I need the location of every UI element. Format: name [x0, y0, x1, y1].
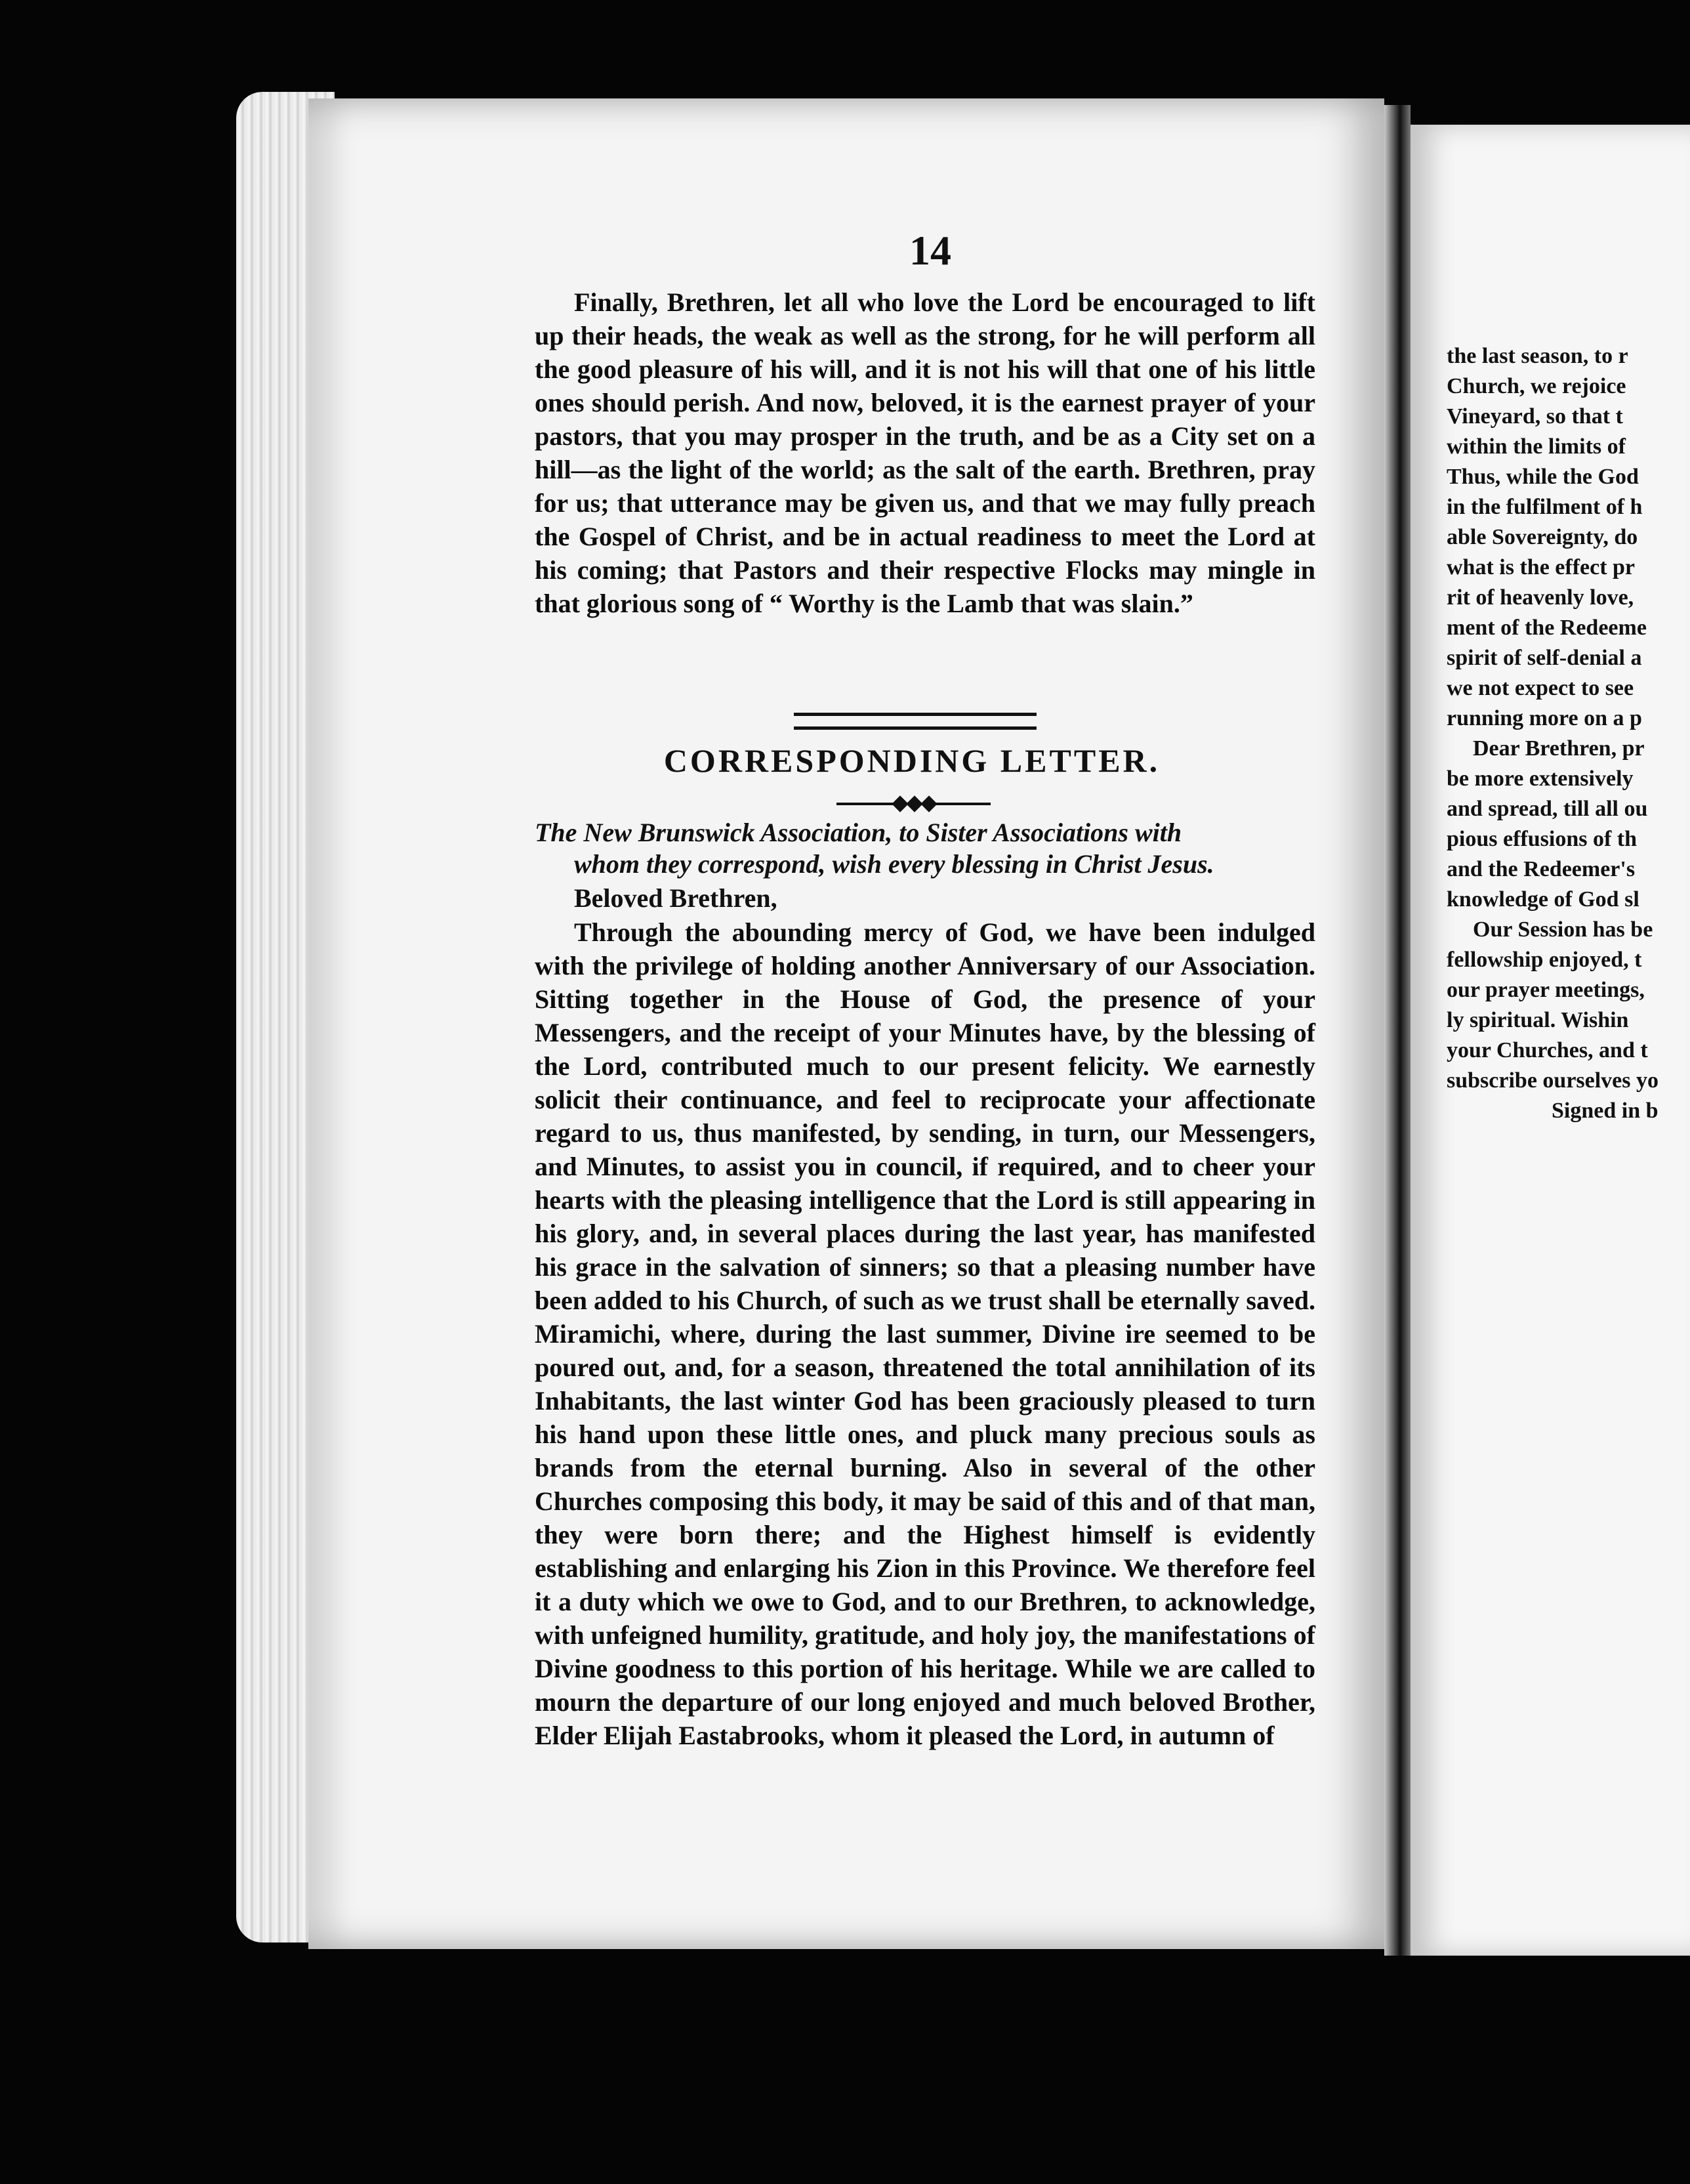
right-line: ly spiritual. Wishin	[1447, 1008, 1629, 1032]
right-line: what is the effect pr	[1447, 555, 1636, 579]
ornament-divider	[836, 794, 991, 814]
closing-paragraph: Finally, Brethren, let all who love the Lord be encouraged to lift up their heads, the weak as well as the strong, for he will perform all the good pleasure of his will, and it is not his will that one of his little ones should perish. And now, beloved, it is the earnest prayer of your pastors, that you may prosper in the truth, and be as a City set on a hill—as the light of the world; as the salt of the earth. Brethren, pray for us; that utterance may be given us, and that we may fully preach the Gospel of Christ, and be in actual readiness to meet the Lord at his coming; that Pastors and their respective Flocks may mingle in that glorious song of “ Worthy is the Lamb that was slain.”	[535, 287, 1315, 618]
right-line: we not expect to see	[1447, 676, 1634, 700]
right-line-signed: Signed in b	[1552, 1099, 1659, 1123]
book-gutter	[1384, 105, 1411, 1956]
right-line: pious effusions of th	[1447, 827, 1638, 851]
right-line: spirit of self-denial a	[1447, 646, 1642, 670]
right-line: Our Session has be	[1473, 917, 1653, 942]
right-line: Dear Brethren, pr	[1473, 736, 1645, 761]
right-line: running more on a p	[1447, 706, 1642, 730]
right-line: Vineyard, so that t	[1447, 404, 1623, 429]
salutation: Beloved Brethren,	[574, 883, 777, 913]
address-line-2: whom they correspond, wish every blessing in Christ Jesus.	[574, 849, 1214, 879]
section-heading: CORRESPONDING LETTER.	[663, 742, 1161, 779]
right-line: within the limits of	[1447, 434, 1626, 459]
right-line: be more extensively	[1447, 766, 1634, 791]
letter-body-paragraph: Through the abounding mercy of God, we have been indulged with the privilege of holding another Anniversary of our Association. Sitting together in the House of God, the presence of your Messengers, and the receipt of your Minutes have, by the blessing of the Lord, contributed much to our present felicity. We earnestly solicit their continuance, and feel to reciprocate your affectionate regard to us, thus manifested, by sending, in turn, our Messengers, and Minutes, to assist you in council, if required, and to cheer your hearts with the pleasing intelligence that the Lord is still appearing in his glory, and, in several places during the last year, has manifested his grace in the salvation of sinners; so that a pleasing number have been added to his Church, of such as we trust shall be eternally saved. Miramichi, where, during the last summer, Divine ire seemed to be poured out, and, for a season, threatened the total annihilation of its Inhabitants, the last winter God has been graciously pleased to turn his hand upon these little ones, and pluck many precious souls as brands from the eternal burning. Also in several of the other Churches composing this body, it may be said of this and of that man, they were born there; and the Highest himself is evidently establishing and enlarging his Zion in this Province. We therefore feel it a duty which we owe to God, and to our Brethren, to acknowledge, with unfeigned humility, gratitude, and holy joy, the manifestations of Divine goodness to this portion of his heritage. While we are called to mourn the departure of our long enjoyed and much beloved Brother, Elder Elijah Eastabrooks, whom it pleased the Lord, in autumn of	[535, 917, 1315, 1750]
page-number: 14	[909, 227, 951, 274]
right-line: fellowship enjoyed, t	[1447, 948, 1642, 972]
right-page-text	[1447, 341, 1690, 1126]
letter-address	[535, 817, 1315, 880]
right-line: Church, we rejoice	[1447, 374, 1626, 398]
right-line: the last season, to r	[1447, 344, 1628, 368]
right-line: knowledge of God sl	[1447, 887, 1639, 912]
right-line: and spread, till all ou	[1447, 797, 1648, 821]
right-line: Thus, while the God	[1447, 465, 1639, 489]
right-line: our prayer meetings,	[1447, 978, 1645, 1002]
right-line: subscribe ourselves yo	[1447, 1068, 1659, 1093]
right-line: ment of the Redeeme	[1447, 616, 1647, 640]
right-line: rit of heavenly love,	[1447, 585, 1634, 610]
right-line: and the Redeemer's	[1447, 857, 1636, 881]
right-line: able Sovereignty, do	[1447, 525, 1638, 549]
double-rule-divider	[794, 713, 1037, 730]
right-line: in the fulfilment of h	[1447, 495, 1643, 519]
address-line-1: The New Brunswick Association, to Sister Associations with	[535, 818, 1182, 847]
right-line: your Churches, and t	[1447, 1038, 1648, 1062]
